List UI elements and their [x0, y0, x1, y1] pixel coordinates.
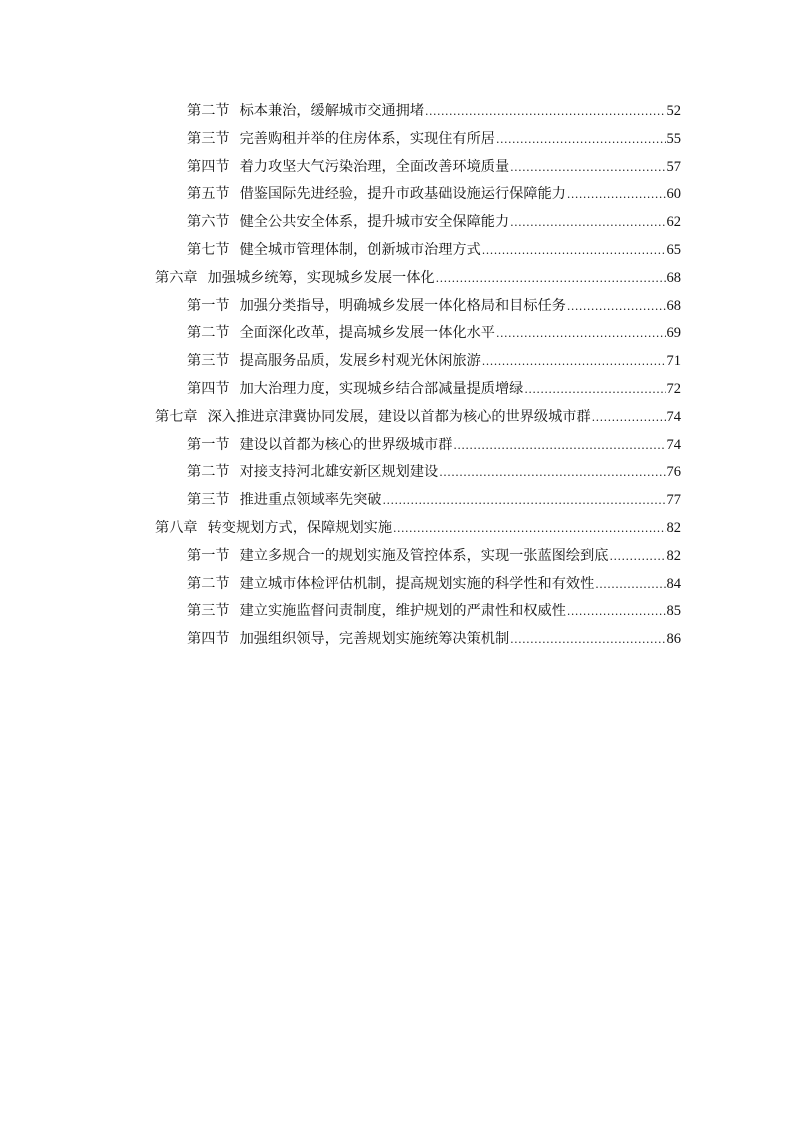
- dot-leader: [592, 404, 666, 432]
- toc-entry-page: 86: [666, 631, 681, 648]
- toc-entry-title: 健全城市管理体制，创新城市治理方式: [239, 241, 481, 258]
- dot-leader: [510, 154, 665, 182]
- dot-leader: [482, 237, 666, 265]
- toc-entry-page: 55: [666, 130, 681, 147]
- toc-entry-title: 建立多规合一的规划实施及管控体系，实现一张蓝图绘到底: [239, 547, 609, 564]
- toc-entry-number: 第二节: [187, 103, 230, 119]
- toc-entry-number: 第四节: [187, 158, 230, 175]
- dot-leader: [510, 626, 665, 654]
- toc-entry-label: [187, 98, 424, 126]
- toc-entry-number: 第七节: [187, 241, 230, 258]
- dot-leader: [609, 543, 665, 571]
- toc-entry-number: 第一节: [187, 297, 230, 314]
- toc-entry-title: 健全公共安全体系，提升城市安全保障能力: [239, 214, 510, 231]
- toc-entry-number: 第八章: [155, 519, 198, 536]
- toc-entry-number: 第五节: [187, 186, 230, 203]
- toc-entry-title: 建设以首都为核心的世界级城市群: [239, 436, 453, 453]
- toc-entry[interactable]: [155, 209, 681, 237]
- toc-entry-page: 74: [666, 408, 681, 425]
- toc-entry-number: 第三节: [187, 492, 230, 509]
- toc-entry-title: 推进重点领域率先突破: [239, 492, 382, 509]
- toc-entry-title: 建立实施监督问责制度，维护规划的严肃性和权威性: [239, 603, 566, 620]
- toc-entry-number: 第二节: [187, 464, 230, 481]
- toc-entry-label: [187, 459, 438, 487]
- dot-leader: [567, 598, 666, 626]
- toc-entry-label: [155, 515, 392, 543]
- toc-entry[interactable]: [155, 98, 681, 126]
- dot-leader: [496, 320, 666, 348]
- toc-entry-label: [155, 265, 435, 293]
- toc-entry-number: 第三节: [187, 353, 230, 370]
- toc-entry-label: [187, 598, 566, 626]
- toc-entry[interactable]: [155, 181, 681, 209]
- toc-entry-title: 着力攻坚大气污染治理，全面改善环境质量: [239, 158, 510, 175]
- toc-chapter-entry[interactable]: [155, 404, 681, 432]
- dot-leader: [496, 126, 666, 154]
- toc-entry-label: [187, 571, 594, 599]
- toc-entry-label: [187, 154, 509, 182]
- toc-entry-page: 77: [666, 492, 681, 509]
- toc-entry-title: 完善购租并举的住房体系，实现住有所居: [239, 130, 495, 147]
- dot-leader: [510, 209, 665, 237]
- dot-leader: [393, 515, 665, 543]
- toc-entry-page: 69: [666, 325, 681, 342]
- toc-entry-page: 82: [666, 519, 681, 536]
- toc-entry-label: [187, 348, 481, 376]
- dot-leader: [436, 265, 666, 293]
- toc-entry[interactable]: [155, 320, 681, 348]
- toc-entry[interactable]: [155, 237, 681, 265]
- toc-entry-number: 第七章: [155, 408, 198, 425]
- toc-entry-page: 71: [666, 353, 681, 370]
- toc-entry-number: 第六节: [187, 214, 230, 231]
- toc-entry-title: 加大治理力度，实现城乡结合部减量提质增绿: [239, 380, 524, 397]
- dot-leader: [567, 293, 666, 321]
- dot-leader: [567, 181, 666, 209]
- toc-entry-label: [187, 181, 566, 209]
- toc-entry-number: 第四节: [187, 380, 230, 397]
- toc-chapter-entry[interactable]: [155, 515, 681, 543]
- toc-entry-label: [187, 293, 566, 321]
- toc-entry-title: 建立城市体检评估机制，提高规划实施的科学性和有效性: [239, 575, 595, 592]
- toc-entry-label: [187, 126, 495, 154]
- toc-entry-title: 深入推进京津冀协同发展，建设以首都为核心的世界级城市群: [207, 408, 591, 425]
- toc-entry-page: 84: [666, 575, 681, 592]
- toc-entry[interactable]: [155, 293, 681, 321]
- toc-entry[interactable]: [155, 432, 681, 460]
- toc-entry-number: 第四节: [187, 631, 230, 648]
- toc-entry[interactable]: [155, 376, 681, 404]
- toc-entry-page: 68: [666, 269, 681, 286]
- toc-entry-number: 第三节: [187, 130, 230, 147]
- toc-entry-page: 65: [666, 241, 681, 258]
- toc-entry[interactable]: [155, 487, 681, 515]
- toc-entry-title: 加强分类指导，明确城乡发展一体化格局和目标任务: [239, 297, 566, 314]
- toc-entry-title: 提高服务品质，发展乡村观光休闲旅游: [239, 353, 481, 370]
- toc-entry-page: 85: [666, 603, 681, 620]
- toc-entry-title: 转变规划方式，保障规划实施: [207, 519, 393, 536]
- toc-entry-page: 72: [666, 380, 681, 397]
- toc-entry-title: 加强城乡统筹，实现城乡发展一体化: [207, 269, 435, 286]
- toc-entry-number: 第三节: [187, 603, 230, 620]
- toc-entry-label: [187, 237, 481, 265]
- toc-entry-page: 62: [666, 214, 681, 231]
- toc-entry[interactable]: [155, 459, 681, 487]
- toc-entry-title: 全面深化改革，提高城乡发展一体化水平: [239, 325, 495, 342]
- toc-entry[interactable]: [155, 571, 681, 599]
- toc-entry-label: [187, 543, 608, 571]
- toc-entry-label: [187, 487, 381, 515]
- toc-entry[interactable]: [155, 626, 681, 654]
- dot-leader: [439, 459, 665, 487]
- toc-entry-page: 74: [666, 436, 681, 453]
- dot-leader: [425, 98, 665, 126]
- toc-entry-title: 标本兼治，缓解城市交通拥堵: [239, 103, 425, 119]
- dot-leader: [482, 348, 666, 376]
- toc-entry-number: 第一节: [187, 436, 230, 453]
- toc-entry[interactable]: [155, 154, 681, 182]
- toc-entry-number: 第二节: [187, 575, 230, 592]
- toc-entry-page: 68: [666, 297, 681, 314]
- toc-entry-label: [155, 404, 591, 432]
- toc-entry[interactable]: [155, 126, 681, 154]
- dot-leader: [453, 432, 665, 460]
- toc-entry-number: 第一节: [187, 547, 230, 564]
- toc-entry-number: 第六章: [155, 269, 198, 286]
- toc-chapter-entry[interactable]: [155, 265, 681, 293]
- toc-entry-page: 76: [666, 464, 681, 481]
- toc-entry[interactable]: [155, 543, 681, 571]
- toc-entry-page: 57: [666, 158, 681, 175]
- dot-leader: [595, 571, 665, 599]
- toc-entry[interactable]: [155, 598, 681, 626]
- table-of-contents: [155, 98, 681, 654]
- toc-entry-label: [187, 376, 523, 404]
- toc-entry-label: [187, 209, 509, 237]
- toc-entry-label: [187, 432, 452, 460]
- toc-entry-page: 52: [666, 103, 681, 119]
- toc-entry-label: [187, 320, 495, 348]
- toc-entry-number: 第二节: [187, 325, 230, 342]
- dot-leader: [382, 487, 665, 515]
- dot-leader: [524, 376, 665, 404]
- toc-entry-title: 对接支持河北雄安新区规划建设: [239, 464, 439, 481]
- toc-entry-title: 借鉴国际先进经验，提升市政基础设施运行保障能力: [239, 186, 566, 203]
- toc-entry-page: 60: [666, 186, 681, 203]
- toc-entry-label: [187, 626, 509, 654]
- toc-entry-page: 82: [666, 547, 681, 564]
- toc-entry[interactable]: [155, 348, 681, 376]
- toc-entry-title: 加强组织领导，完善规划实施统筹决策机制: [239, 631, 510, 648]
